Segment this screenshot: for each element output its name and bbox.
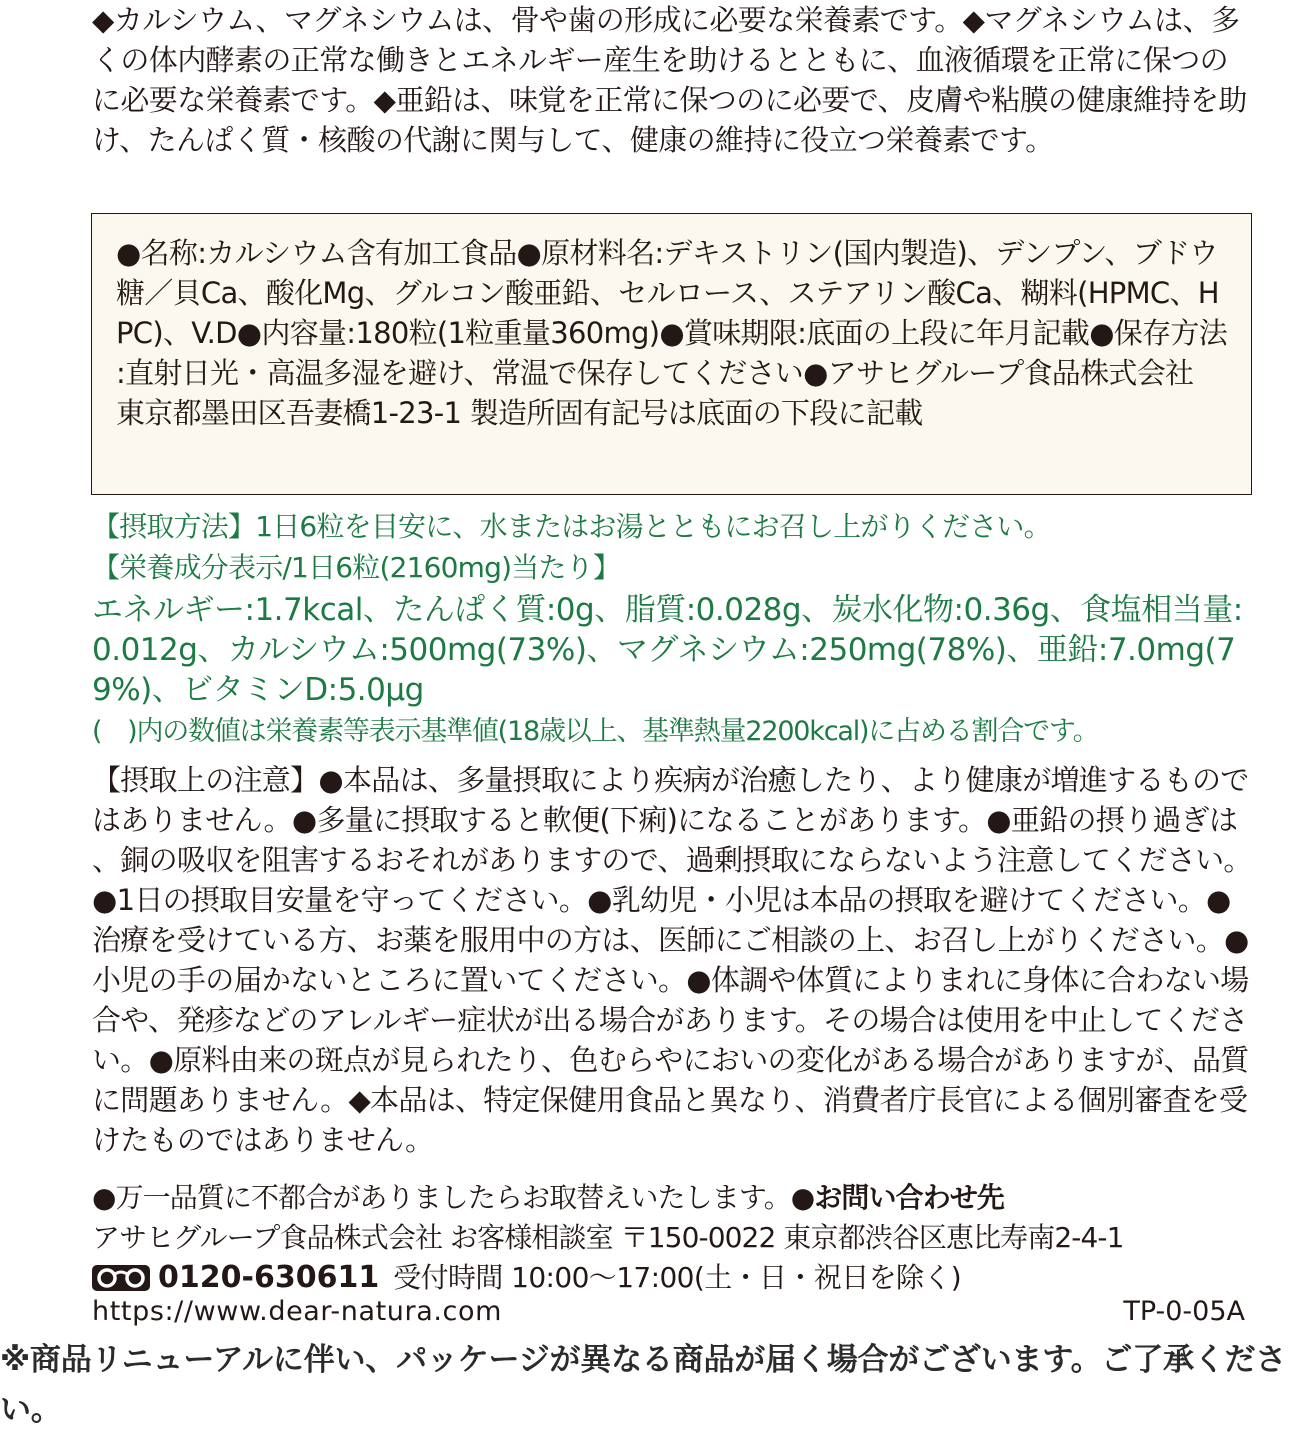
cautions-text: ●本品は、多量摂取により疾病が治癒したり、より健康が増進するものではありません。●多量に摂取すると軟便(下痢)になることがあります。●亜鉛の摂り過ぎは、銅の吸収を阻害するおそれがありますので、過剰摂取にならないよう注意してください。●1日の摂取目安量を守ってください。●乳幼児・小児は本品の摂取を避けてください。●治療を受けている方、お薬を服用中の方は、医師にご相談の上、お召し上がりください。●小児の手の届かないところに置いてください。●体調や体質によりまれに身体に合わない場合や、発疹などのアレルギー症状が出る場合があります。その場合は使用を中止してください。●原料由来の斑点が見られたり、色むらやにおいの変化がある場合がありますが、品質に問題ありません。◆本品は、特定保健用食品と異なり、消費者庁長官による個別審査を受けたものではありません。 xyxy=(92,763,1252,1157)
phone-line xyxy=(92,1258,1254,1298)
exchange-line xyxy=(92,1178,1254,1218)
nutrition-note: ( )内の数値は栄養素等表示基準値(18歳以上、基準熱量2200kcal)に占める割合です。 xyxy=(92,716,1099,747)
website-url[interactable]: https://www.dear-natura.com xyxy=(92,1296,502,1327)
intake-text: 1日6粒を目安に、水またはお湯とともにお召し上がりください。 xyxy=(255,510,1051,543)
nutrition-facts: エネルギー:1.7kcal、たんぱく質:0g、脂質:0.028g、炭水化物:0.36g、食塩相当量:0.012g、カルシウム:500mg(73%)、マグネシウム:250mg(78%)、亜鉛:7.0mg(79%)、ビタミンD:5.0μg xyxy=(92,592,1243,708)
renewal-notice: ※商品リニューアルに伴い、パッケージが異なる商品が届く場合がございます。ご了承ください。 xyxy=(0,1342,1287,1428)
cautions xyxy=(92,760,1254,1160)
phone-number[interactable]: 0120-630611 xyxy=(158,1260,380,1295)
reception-hours: 受付時間 10:00〜17:00(土・日・祝日を除く) xyxy=(393,1261,962,1294)
product-label-box xyxy=(91,213,1252,495)
inquiry-label: ●お問い合わせ先 xyxy=(790,1181,1005,1214)
intro-text: ◆カルシウム、マグネシウムは、骨や歯の形成に必要な栄養素です。◆マグネシウムは、多くの体内酵素の正常な働きとエネルギー産生を助けるとともに、血液循環を正常に保つのに必要な栄養素です。◆亜鉛は、味覚を正常に保つのに必要で、皮膚や粘膜の健康維持を助け、たんぱく質・核酸の代謝に関与して、健康の維持に役立つ栄養素です。 xyxy=(92,3,1247,157)
label-code: TP-0-05A xyxy=(1123,1296,1245,1327)
intake-heading: 【摂取方法】 xyxy=(92,510,256,543)
cautions-heading: 【摂取上の注意】 xyxy=(92,763,319,797)
product-label-text: ●名称:カルシウム含有加工食品●原材料名:デキストリン(国内製造)、デンプン、ブドウ糖／貝Ca、酸化Mg、グルコン酸亜鉛、セルロース、ステアリン酸Ca、糊料(HPMC、HPC)、V.D●内容量:180粒(1粒重量360mg)●賞味期限:底面の上段に年月記載●保存方法:直射日光・高温多湿を避け、常温で保存してください●アサヒグループ食品株式会社 東京都墨田区吾妻橋1-23-1 製造所固有記号は底面の下段に記載 xyxy=(116,236,1227,430)
company-address: アサヒグループ食品株式会社 お客様相談室 〒150-0022 東京都渋谷区恵比寿南2-4-1 xyxy=(92,1221,1124,1254)
nutrition-heading: 【栄養成分表示/1日6粒(2160mg)当たり】 xyxy=(92,551,621,584)
intake-method xyxy=(92,507,1254,547)
freedial-icon xyxy=(92,1265,150,1291)
exchange-text: ●万一品質に不都合がありましたらお取替えいたします。 xyxy=(92,1181,791,1214)
